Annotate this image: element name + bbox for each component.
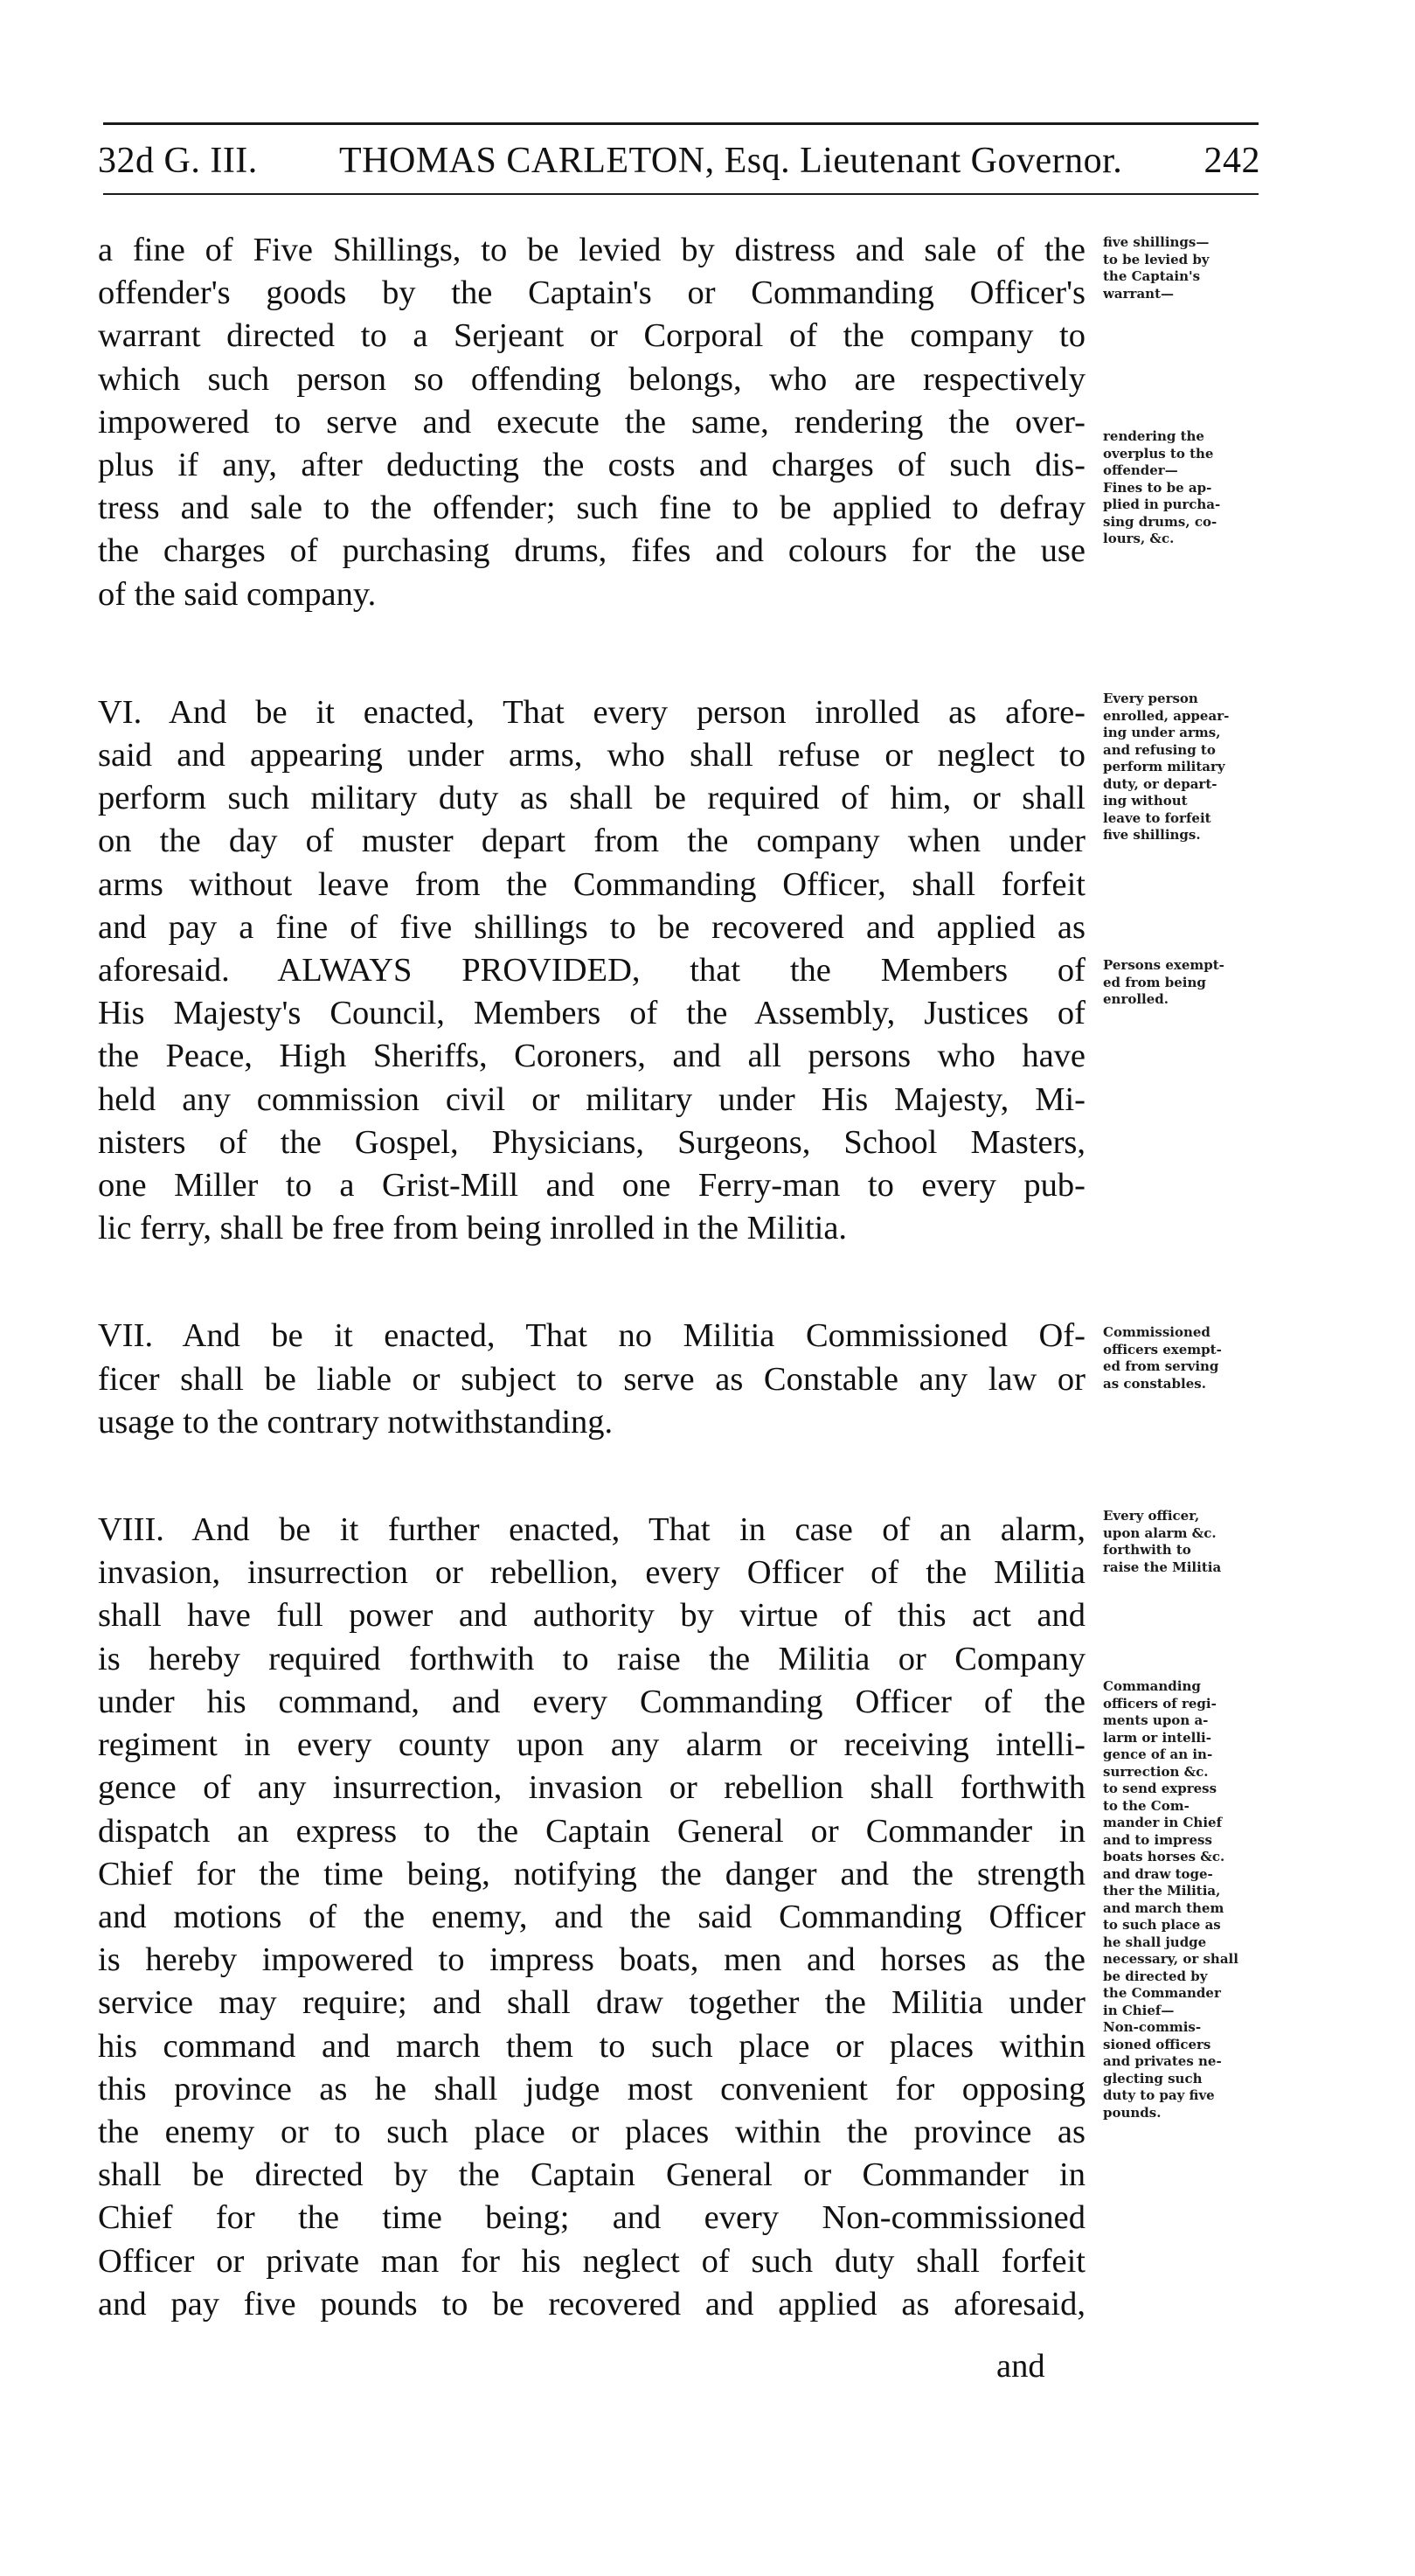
- margin-note-line: the Captain's: [1103, 268, 1201, 284]
- margin-note-line: and to impress: [1103, 1831, 1212, 1848]
- margin-note-line: plied in purcha-: [1103, 496, 1221, 512]
- margin-note-line: officers of regi-: [1103, 1695, 1217, 1712]
- text-line: dispatch an express to the Captain General or Commander in: [98, 1812, 1086, 1850]
- margin-note-line: as constables.: [1103, 1375, 1206, 1392]
- margin-note-line: and march them: [1103, 1899, 1224, 1916]
- paragraph-section-vii: [98, 1315, 1086, 1444]
- text-line: nisters of the Gospel, Physicians, Surgeons, School Masters,: [98, 1123, 1086, 1161]
- margin-note: [1103, 1324, 1265, 1392]
- text-line: is hereby required forthwith to raise the Militia or Company: [98, 1640, 1086, 1677]
- text-line: which such person so offending belongs, who are respectively: [98, 360, 1086, 398]
- margin-note-line: ing under arms,: [1103, 725, 1221, 740]
- margin-note-line: to the Com-: [1103, 1797, 1190, 1814]
- text-line: on the day of muster depart from the company when under: [98, 823, 1086, 860]
- margin-note-line: five shillings—: [1103, 234, 1210, 250]
- text-line: the charges of purchasing drums, fifes and colours for the use: [98, 532, 1086, 570]
- header-title: THOMAS CARLETON, Esq. Lieutenant Governor.: [339, 141, 1123, 181]
- margin-note-line: enrolled.: [1103, 991, 1169, 1007]
- margin-note-line: five shillings.: [1103, 827, 1201, 843]
- text-line: ficer shall be liable or subject to serve as Constable any law or: [98, 1360, 1086, 1398]
- text-line: Chief for the time being, notifying the danger and the strength: [98, 1855, 1086, 1892]
- margin-note-line: forthwith to: [1103, 1542, 1191, 1558]
- paragraph-gap: [98, 1250, 1086, 1315]
- text-line: shall be directed by the Captain General or Commander in: [98, 2156, 1086, 2194]
- margin-note: [1103, 1508, 1265, 1576]
- text-line: VIII. And be it further enacted, That in case of an alarm,: [98, 1511, 1086, 1549]
- margin-note-line: he shall judge: [1103, 1934, 1207, 1950]
- text-line: impowered to serve and execute the same, rendering the over-: [98, 403, 1086, 441]
- text-line: aforesaid. ALWAYS PROVIDED, that the Members of: [98, 952, 1086, 989]
- margin-note-line: Non-commis-: [1103, 2019, 1202, 2035]
- top-rule: [103, 122, 1259, 125]
- margin-note-line: to send express: [1103, 1781, 1217, 1796]
- margin-note-line: mander in Chief: [1103, 1815, 1223, 1830]
- text-line: VII. And be it enacted, That no Militia Commissioned Of-: [98, 1317, 1086, 1355]
- margin-note-line: ments upon a-: [1103, 1712, 1209, 1728]
- margin-note-line: perform military: [1103, 759, 1225, 774]
- margin-note-line: enrolled, appear-: [1103, 707, 1230, 724]
- paragraph-section-vi: [98, 691, 1086, 1251]
- text-line: Chief for the time being; and every Non-commissioned: [98, 2199, 1086, 2237]
- main-text-column: [98, 229, 1086, 2326]
- text-line: regiment in every county upon any alarm or receiving intelli-: [98, 1726, 1086, 1764]
- text-line: this province as he shall judge most convenient for opposing: [98, 2070, 1086, 2107]
- margin-note-line: necessary, or shall: [1103, 1951, 1238, 1967]
- margin-note: [1103, 957, 1265, 1009]
- text-line: his command and march them to such place or places within: [98, 2027, 1086, 2065]
- text-line: the enemy or to such place or places within the province as: [98, 2113, 1086, 2150]
- text-line: one Miller to a Grist-Mill and one Ferry-man to every pub-: [98, 1167, 1086, 1205]
- paragraph-intro: [98, 229, 1086, 616]
- text-line: tress and sale to the offender; such fine to be applied to defray: [98, 490, 1086, 527]
- text-line: His Majesty's Council, Members of the Assembly, Justices of: [98, 995, 1086, 1032]
- header-rule: [103, 193, 1259, 195]
- text-line: of the said company.: [98, 575, 377, 613]
- page-number: 242: [1203, 141, 1260, 181]
- text-line: under his command, and every Commanding Officer of the: [98, 1683, 1086, 1720]
- margin-note-line: to be levied by: [1103, 251, 1210, 267]
- margin-note-line: Every person: [1103, 691, 1198, 706]
- margin-note-line: ther the Militia,: [1103, 1883, 1221, 1899]
- text-line: VI. And be it enacted, That every person inrolled as afore-: [98, 693, 1086, 731]
- text-line: and motions of the enemy, and the said Commanding Officer: [98, 1898, 1086, 1935]
- margin-note-line: Commissioned: [1103, 1324, 1210, 1340]
- text-line: offender's goods by the Captain's or Commanding Officer's: [98, 274, 1086, 312]
- margin-note-line: surrection &c.: [1103, 1763, 1209, 1780]
- text-line: gence of any insurrection, invasion or rebellion shall forthwith: [98, 1769, 1086, 1807]
- margin-note-line: Every officer,: [1103, 1508, 1200, 1524]
- margin-note-line: offender—: [1103, 462, 1178, 478]
- margin-note-line: ed from serving: [1103, 1358, 1219, 1374]
- margin-note-line: overplus to the: [1103, 445, 1214, 462]
- catchword: and: [996, 2348, 1045, 2385]
- margin-note-line: rendering the: [1103, 428, 1204, 444]
- margin-note: [1103, 1678, 1265, 2121]
- margin-note-line: pounds.: [1103, 2104, 1162, 2121]
- text-line: shall have full power and authority by virtue of this act and: [98, 1597, 1086, 1635]
- text-line: a fine of Five Shillings, to be levied by distress and sale of the: [98, 232, 1086, 268]
- margin-note-line: larm or intelli-: [1103, 1729, 1211, 1746]
- text-line: the Peace, High Sheriffs, Coroners, and all persons who have: [98, 1038, 1086, 1075]
- text-line: perform such military duty as shall be required of him, or shall: [98, 780, 1086, 817]
- text-line: usage to the contrary notwithstanding.: [98, 1403, 614, 1441]
- margin-note-line: leave to forfeit: [1103, 809, 1211, 826]
- text-line: Officer or private man for his neglect of such duty shall forfeit: [98, 2242, 1086, 2280]
- margin-note-line: in Chief—: [1103, 2002, 1175, 2018]
- text-line: and pay five pounds to be recovered and applied as aforesaid,: [98, 2285, 1086, 2323]
- text-line: is hereby impowered to impress boats, men and horses as the: [98, 1941, 1086, 1979]
- text-line: held any commission civil or military under His Majesty, Mi-: [98, 1080, 1086, 1118]
- header-regnal-year: 32d G. III.: [98, 141, 258, 181]
- margin-note-line: raise the Militia: [1103, 1559, 1222, 1575]
- margin-note-line: duty, or depart-: [1103, 775, 1217, 792]
- text-line: service may require; and shall draw together the Militia under: [98, 1984, 1086, 2022]
- text-line: and pay a fine of five shillings to be recovered and applied as: [98, 908, 1086, 946]
- margin-note-line: sing drums, co-: [1103, 513, 1217, 530]
- text-line: arms without leave from the Commanding Officer, shall forfeit: [98, 865, 1086, 903]
- text-line: plus if any, after deducting the costs and charges of such dis-: [98, 447, 1086, 484]
- margin-note-line: boats horses &c.: [1103, 1849, 1225, 1864]
- text-line: warrant directed to a Serjeant or Corporal of the company to: [98, 317, 1086, 355]
- margin-note-line: ed from being: [1103, 974, 1206, 990]
- margin-note-line: and refusing to: [1103, 741, 1216, 758]
- margin-note-line: upon alarm &c.: [1103, 1524, 1217, 1541]
- margin-note-line: the Commander: [1103, 1985, 1221, 2001]
- margin-note-line: Persons exempt-: [1103, 957, 1224, 973]
- margin-note-line: warrant—: [1103, 285, 1174, 302]
- margin-note: [1103, 691, 1265, 844]
- paragraph-gap: [98, 616, 1086, 691]
- running-header: [98, 140, 1260, 182]
- paragraph-gap: [98, 1444, 1086, 1509]
- margin-note-line: Fines to be ap-: [1103, 479, 1212, 496]
- margin-note-line: Commanding: [1103, 1678, 1201, 1694]
- text-line: lic ferry, shall be free from being inrolled in the Militia.: [98, 1210, 848, 1247]
- margin-note-line: sioned officers: [1103, 2036, 1211, 2052]
- margin-note-line: duty to pay five: [1103, 2087, 1215, 2103]
- margin-note-line: ing without: [1103, 793, 1188, 809]
- margin-note: [1103, 428, 1265, 548]
- margin-note-line: glecting such: [1103, 2070, 1203, 2086]
- margin-note-line: lours, &c.: [1103, 531, 1175, 546]
- margin-note-line: be directed by: [1103, 1968, 1208, 1984]
- margin-note-line: and privates ne-: [1103, 2053, 1222, 2069]
- text-line: invasion, insurrection or rebellion, every Officer of the Militia: [98, 1554, 1086, 1592]
- margin-note: [1103, 234, 1265, 302]
- margin-note-line: officers exempt-: [1103, 1341, 1222, 1357]
- margin-note-line: and draw toge-: [1103, 1865, 1213, 1882]
- paragraph-section-viii: [98, 1509, 1086, 2326]
- text-line: said and appearing under arms, who shall refuse or neglect to: [98, 737, 1086, 774]
- margin-note-line: to such place as: [1103, 1917, 1221, 1933]
- margin-note-line: gence of an in-: [1103, 1746, 1213, 1762]
